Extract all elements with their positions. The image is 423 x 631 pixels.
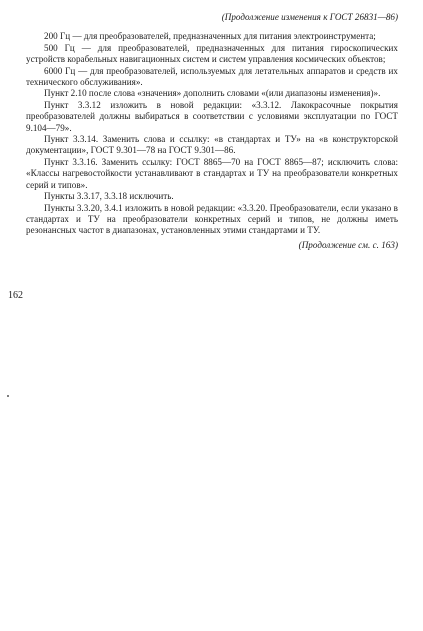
scan-speck [7, 395, 9, 397]
paragraph-item-2-10: Пункт 2.10 после слова «значения» дополнить словами «(или диапазоны изменения)». [44, 88, 381, 99]
page-body [26, 12, 398, 251]
paragraph-item-3-3-14: Пункт 3.3.14. Заменить слова и ссылку: «в стандартах и ТУ» на «в конструкторской документации», ГОСТ 9.301—78 на ГОСТ 9.301—86. [26, 134, 398, 156]
paragraph-item-3-3-16: Пункт 3.3.16. Заменить ссылку: ГОСТ 8865—70 на ГОСТ 8865—87; исключить слова: «Классы нагревостойкости устанавливают в стандартах и ТУ на преобразователи конкретных серий и типов». [26, 156, 398, 190]
paragraph-500hz: 500 Гц — для преобразователей, предназначенных для питания гироскопических устройств корабельных навигационных систем и систем управления космических объектов; [26, 42, 398, 65]
paragraph-item-3-3-12: Пункт 3.3.12 изложить в новой редакции: «3.3.12. Лакокрасочные покрытия преобразователей должны выбираться в соответствии с условиями эксплуатации по ГОСТ 9.104—79». [26, 99, 398, 133]
paragraph-items-3-3-20-3-4-1: Пункты 3.3.20, 3.4.1 изложить в новой редакции: «3.3.20. Преобразователи, если указано в стандартах и ТУ на преобразователи конкретных серий и типов, не должны иметь резонансных частот в диапазонах, установленных этими стандартами и ТУ. [26, 202, 398, 236]
page-number: 162 [8, 290, 23, 301]
paragraph-6000hz: 6000 Гц — для преобразователей, используемых для летательных аппаратов и средств их технического обслуживания». [26, 65, 398, 88]
continuation-note: (Продолжение см. с. 163) [298, 239, 398, 250]
paragraph-200hz: 200 Гц — для преобразователей, предназначенных для питания электроинструмента; [44, 31, 376, 42]
paragraph-items-3-3-17-18: Пункты 3.3.17, 3.3.18 исключить. [44, 191, 174, 202]
running-header: (Продолжение изменения к ГОСТ 26831—86) [221, 12, 398, 22]
